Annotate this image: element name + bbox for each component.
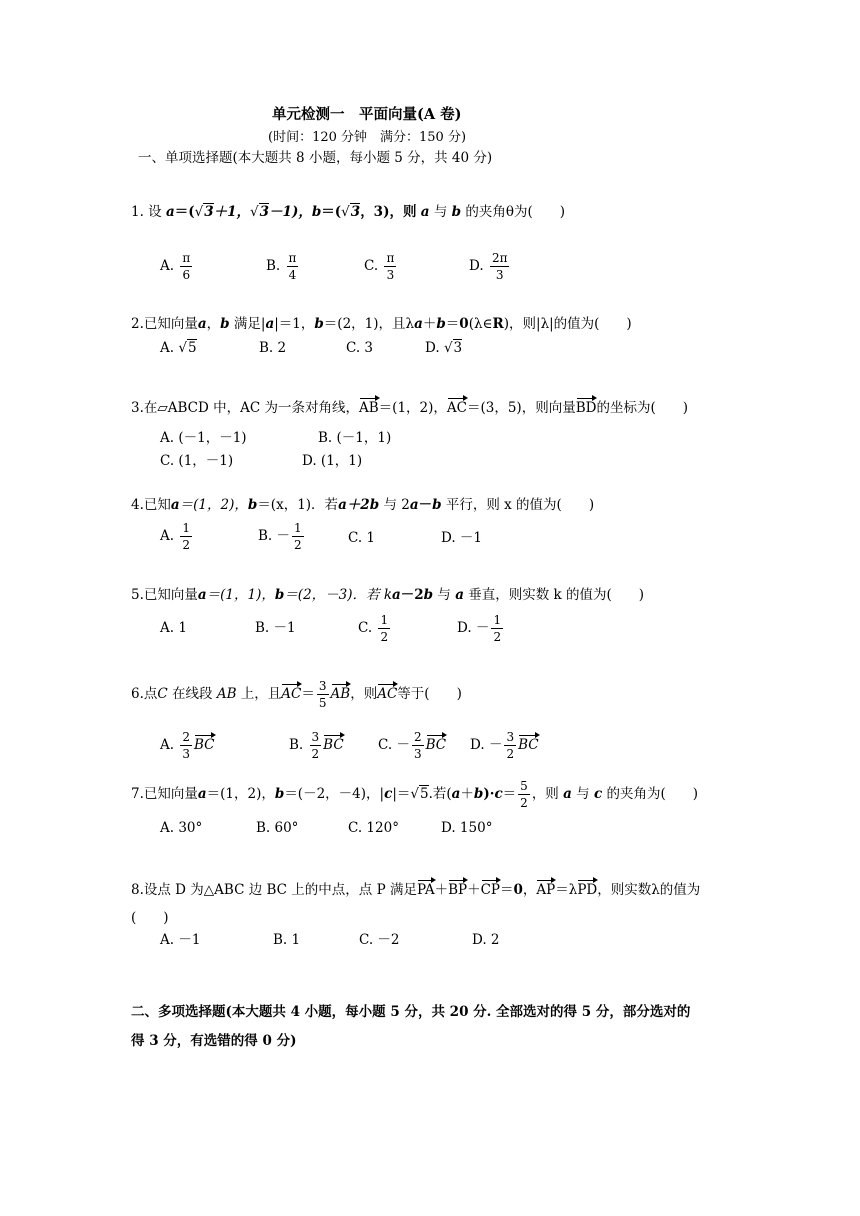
q2-option-d-sqrt: √3 [443,340,463,356]
q7-frac-den: 2 [520,796,528,810]
q8-option-a: A. －1 [160,932,201,948]
q6-option-c-label: C. [378,737,393,753]
q5-option-c-num: 1 [380,613,389,627]
q1-option-c-label: C. [364,258,379,274]
q3-option-b: B. (－1，1) [318,430,392,446]
q2-option-b: B. 2 [259,340,287,356]
q5-var-b2: b [423,587,434,603]
q4-var-b3: b [432,497,442,513]
q5-text-1: 5.已知向量 [131,587,198,603]
q1-option-b-label: B. [266,258,281,274]
q1-var-b: b [311,204,322,220]
q1-option-c-frac [384,252,396,281]
q7-var-c3: c [593,786,603,802]
q1-sqrt-1: √3 [194,204,214,220]
q5-option-a: A. 1 [160,620,187,636]
q7-frac [518,780,530,809]
question-2 [131,318,632,332]
q6-option-a [160,731,215,760]
q8-vector-bp: BP [448,882,468,898]
q6-option-d-frac [504,731,516,760]
q6-frac-den: 5 [318,696,327,710]
q7-text-2: ＝(1，2)， [206,786,275,802]
q6-option-b-label: B. [289,737,304,753]
q6-option-b-vector: BC [323,737,344,753]
q5-var-a2: a [392,587,401,603]
q2-option-a [160,342,197,356]
q2-zero-vector: 0 [459,316,469,332]
q7-option-b: B. 60° [256,820,299,836]
q4-text-5: 与 2 [383,497,410,513]
q6-option-c-num: 2 [413,730,422,744]
q6-text-1: 6.点 [131,686,158,702]
q2-var-b2: b [314,316,324,332]
q6-vector-ac-2: AC [377,686,398,702]
q6-text-4: ，则 [350,686,378,702]
q1-option-a-frac [180,252,192,281]
q6-option-c-vector: BC [425,737,447,753]
q5-var-a: a [197,587,207,603]
q7-text-9: ，则 [531,786,559,802]
time-score-note: (时间：120 分钟 满分：150 分) [268,130,467,145]
q7-sqrt: √5 [410,786,429,802]
q1-b-close: ，3)，则 [360,204,417,220]
q7-radicand: 5 [419,786,429,802]
q7-text-8: ＝ [502,786,517,802]
q4-text-1: 4.已知 [131,497,171,513]
q5-option-d-frac [491,614,503,643]
q1-option-d-label: D. [469,258,484,274]
q2-var-b3: b [436,316,446,332]
q7-var-b: b [274,786,285,802]
q8-text-1: 8.设点 D 为△ABC 边 BC 上的中点，点 P 满足 [131,882,417,898]
q4-option-b-den: 2 [294,538,302,552]
q5-option-c [358,614,392,643]
q2-text-4: ＝(2，1)，且λ [323,316,415,332]
q2-var-a: a [197,316,207,332]
q8-text-2: ， [522,882,537,898]
q1-var-b2: b [451,204,462,220]
q4-var-b2: b [369,497,380,513]
q4-option-c: C. 1 [348,530,376,546]
q4-option-d: D. －1 [441,530,483,546]
question-6 [131,680,462,709]
q1-option-b-num: π [288,251,297,265]
q6-option-d-sign: － [488,737,503,753]
q6-option-c-sign: － [396,737,410,753]
q7-option-d: D. 150° [441,820,493,836]
q5-var-b: b [274,587,285,603]
q5-option-d-label: D. － [457,620,490,636]
q7-text-11: 的夹角为( ) [606,786,699,802]
q1-option-d-den: 3 [495,268,504,282]
q3-text-4: 的坐标为( ) [596,400,688,416]
q1-option-a-label: A. [160,258,175,274]
q7-option-a: A. 30° [160,820,203,836]
q2-option-d [425,342,462,356]
q2-option-a-sqrt: √5 [178,340,197,356]
q6-option-d-den: 2 [506,747,515,761]
q2-eq: ＝ [445,316,460,332]
q6-text-5: 等于( ) [397,686,462,702]
q8-answer-paren: ( ) [131,910,169,926]
q2-option-a-label: A. [160,340,175,356]
q3-text-1: 3.在▱ABCD 中，AC 为一条对角线， [131,400,359,416]
q7-text-1: 7.已知向量 [131,786,198,802]
q6-option-b [289,731,344,760]
q6-frac-num: 3 [318,679,327,693]
q6-option-d [470,731,539,760]
q8-plus-1: ＋ [434,882,449,898]
q3-option-c: C. (1，－1) [160,453,234,469]
q5-text-4: －2 [400,587,424,603]
q6-option-b-frac [310,731,322,760]
q4-text-7: 平行，则 x 的值为( ) [445,497,595,513]
q2-option-c: C. 3 [346,340,374,356]
q6-vector-ab: AB [330,686,351,702]
q1-option-b-frac [287,252,299,281]
question-1 [131,206,565,220]
q4-option-a-den: 2 [182,538,190,552]
q5-text-5: 与 [437,587,451,603]
section-1-heading: 一、单项选择题(本大题共 8 小题，每小题 5 分，共 40 分) [138,150,493,166]
q4-option-a-label: A. [160,528,175,544]
q7-text-10: 与 [576,786,590,802]
q5-option-d-den: 2 [493,630,502,644]
q2-text-1: 2.已知向量 [131,316,198,332]
q6-frac [317,680,329,709]
q1-option-b [266,252,300,281]
q8-vector-pd: PD [577,882,598,898]
q6-text-3: 上，且 [240,686,282,702]
q1-var-a2: a [420,204,430,220]
q4-option-b [258,522,306,551]
question-4 [131,499,594,513]
q6-option-d-num: 3 [506,730,515,744]
q3-vector-ac: AC [446,400,467,416]
q1-option-d-num: 2π [491,251,508,265]
q1-var-a: a [165,204,175,220]
q7-text-3: ＝(－2，－4)，| [284,786,385,802]
q1-option-a-den: 6 [182,268,191,282]
q1-option-c-den: 3 [386,268,395,282]
q7-frac-num: 5 [520,779,528,793]
q7-text-5: .若( [428,786,452,802]
question-3 [131,402,688,416]
q6-option-a-label: A. [160,737,175,753]
page-title: 单元检测一 平面向量(A 卷) [272,106,462,123]
q1-option-c [364,252,398,281]
q4-text-6: － [418,497,433,513]
q8-vector-pa: PA [416,882,435,898]
q5-option-c-den: 2 [380,630,389,644]
q8-option-d: D. 2 [472,932,500,948]
q2-plus: ＋ [422,316,437,332]
q1-b-open: ＝( [321,204,342,220]
q7-var-c: c [384,786,393,802]
q7-text-4: |＝ [392,786,411,802]
q5-text-3: ＝(2，－3)．若 k [284,587,392,603]
q4-text-4: ＋2 [346,497,370,513]
q7-var-a2: a [451,786,461,802]
q8-text-3: ＝λ [555,882,578,898]
q2-var-a2: a [265,316,275,332]
q4-var-b: b [247,497,258,513]
q4-option-a [160,522,194,551]
q3-text-2: ＝(1，2)， [378,400,447,416]
q4-text-2: ＝(1，2)， [179,497,248,513]
q6-text-2: 在线段 [172,686,213,702]
q2-text-2: 满足| [233,316,266,332]
q1-sqrt-2: √3 [250,204,270,220]
q4-var-a: a [170,497,180,513]
q3-vector-bd: BD [575,400,597,416]
q1-option-a [160,252,194,281]
q6-vector-ac: AC [281,686,302,702]
section-2-heading-line-1: 二、多项选择题(本大题共 4 小题，每小题 5 分，共 20 分. 全部选对的得 5 分，部分选对的 [131,1004,691,1020]
q1-with: 与 [433,204,448,220]
q3-text-3: ＝(3，5)，则向量 [466,400,576,416]
q6-option-a-den: 3 [182,747,190,761]
q5-var-a3: a [455,587,464,603]
q2-text-3: |＝1， [274,316,315,332]
q6-segment-ab: AB [216,686,237,702]
q7-var-b2: b [473,786,484,802]
q4-option-b-frac [292,522,304,551]
q8-plus-2: ＋ [467,882,481,898]
q6-option-c-den: 3 [413,747,422,761]
q2-option-d-radicand: 3 [453,340,463,356]
q3-option-d: D. (1，1) [302,453,363,469]
q5-option-d [457,614,505,643]
q8-zero-vector: 0 [513,882,523,898]
q6-option-c-frac [412,731,424,760]
q8-vector-ap: AP [536,882,556,898]
question-8 [131,884,700,898]
q1-option-d [469,252,511,281]
q8-option-b: B. 1 [273,932,301,948]
q7-option-c: C. 120° [348,820,399,836]
q2-var-b: b [220,316,230,332]
q6-option-d-label: D. [470,737,485,753]
q6-option-a-vector: BC [193,737,215,753]
section-2-heading-line-2: 得 3 分，有选错的得 0 分) [131,1033,297,1049]
question-5 [131,589,644,603]
q2-var-a3: a [414,316,423,332]
q5-option-b: B. －1 [255,620,296,636]
q8-text-4: ，则实数λ的值为 [597,882,701,898]
q1-tail: 的夹角θ为( ) [465,204,566,220]
q6-option-a-frac [180,731,192,760]
q5-option-c-label: C. [358,620,373,636]
q5-text-6: 垂直，则实数 k 的值为( ) [468,587,645,603]
q6-eq: ＝ [301,686,315,702]
q2-real-set: R [492,316,504,332]
q1-sqrt-3: √3 [341,204,361,220]
q8-vector-cp: CP [480,882,500,898]
q2-comma: ， [206,316,221,332]
q4-var-a3: a [409,497,419,513]
q6-point-c: C [157,686,168,702]
q4-option-b-num: 1 [294,521,302,535]
q2-option-a-radicand: 5 [187,340,197,356]
q1-radicand-2: 3 [259,204,270,220]
q7-var-a3: a [563,786,572,802]
q1-a-open: ＝( [174,204,195,220]
q1-radicand-1: 3 [204,204,214,220]
q1-a-close: －1)， [269,204,312,220]
q4-option-a-frac [180,522,192,551]
q1-option-d-frac [490,252,510,281]
q6-option-b-den: 2 [311,747,320,761]
q4-text-3: ＝(x，1)．若 [257,497,339,513]
q4-option-a-num: 1 [182,521,190,535]
q7-text-7: )· [483,786,495,802]
question-7 [131,780,698,809]
q7-var-a: a [197,786,207,802]
q5-option-d-num: 1 [493,613,502,627]
q8-eq: ＝ [500,882,514,898]
q1-radicand-3: 3 [350,204,361,220]
q4-var-a2: a [338,497,347,513]
q5-option-c-frac [378,614,390,643]
q3-option-a: A. (－1，－1) [160,430,247,446]
q4-option-b-label: B. － [258,528,291,544]
q1-option-a-num: π [182,251,191,265]
q1-a-mid: ＋1， [213,204,251,220]
q7-text-6: ＋ [460,786,474,802]
q6-option-c [378,731,446,760]
q6-option-a-num: 2 [182,730,190,744]
q3-vector-ab: AB [359,400,379,416]
q2-text-6: )，则|λ|的值为( ) [503,316,632,332]
q1-option-c-num: π [386,251,395,265]
q1-option-b-den: 4 [288,268,297,282]
q1-prefix: 1. 设 [131,204,162,220]
q8-option-c: C. －2 [359,932,400,948]
q6-option-b-num: 3 [311,730,320,744]
q2-option-d-label: D. [425,340,440,356]
q2-text-5: (λ∈ [468,316,493,332]
q6-option-d-vector: BC [518,737,539,753]
q5-text-2: ＝(1，1)， [206,587,275,603]
q7-var-c2: c [494,786,503,802]
